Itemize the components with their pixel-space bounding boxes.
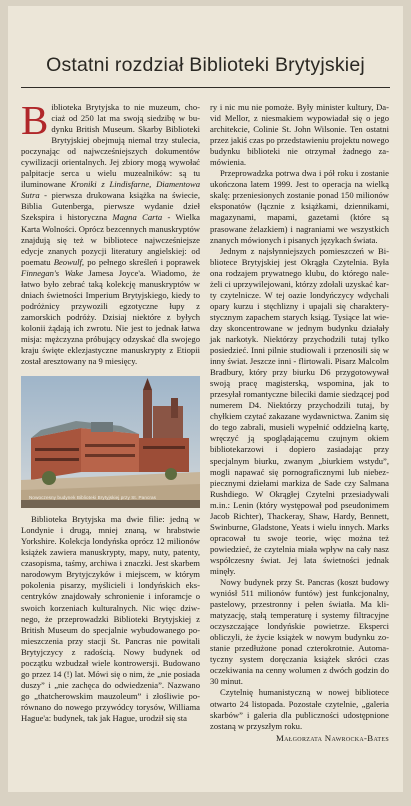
paragraph-move: Przeprowadzka potrwa dwa i pół roku i zostanie ukończona latem 1999. Jest to operacja na wielką skalę: przeniesionych zostanie ponad 150 milionów eksponatów (łącznie z książkami, dziennikami, magazynami, mapami, gazetami (które są prasowane żelazkiem) i nagraniami we wszystkich znanych mówionych i pisanych językach świata. xyxy=(210,168,389,245)
paragraph-opening: Czytelnię humanistyczną w nowej bibliotece otwarto 24 listopada. Pozostałe czytelnie, „galeria skarbów” i galeria dla publiczności udostępnione zostaną w przyszłym roku. xyxy=(210,687,389,731)
drop-cap: B xyxy=(21,97,49,143)
column-right xyxy=(210,102,389,744)
paragraph-intro: Biblioteka Brytyjska to nie muzeum, chociaż od 250 lat ma swoją siedzibę w budynku British Museum. Skarby Biblioteki Brytyjskiej obejmują niemal trzy stulecia, poczynając od najwcześniejszych dokumentów cywilizacji orientalnych. Jej zbiory mogą wywołać palpitacje serca u wielu muzealników: są tu iluminowane Kroniki z Lindisfarne, Diamentowa Sutra - pierwsza drukowana książka na świecie, Biblia Gutenberga, pierwsze wydanie dzieł Szekspira i historyczna Magna Carta - Wielka Karta Wolności. Oprócz bezcennych manuskryptów znajdują się też w bibliotece najwcześniejsze edycje znanych pozycji literatury angielskiej: od poematu Beowulf, po pełnego skreśleń i poprawek Finnegan's Wake Jamesa Joyce'a. Wiadomo, że łatwo było zebrać taką kolekcję manuskryptów w dniach świetności Imperium Brytyjskiego, kiedy to podróżnicy przywozili egzotyczne łupy z zamorskich podróży. Dzisiaj niektóre z byłych kolonii żądają ich zwrotu. Nie jest to jednak łatwa misja: mężczyzna próbujący odzyskać dla swojego kraju święte eklezjastyczne manuskrypty z Etiopii został aresztowany na 9 miesięcy. xyxy=(21,97,201,367)
paragraph-reading-room: Jednym z najsłynniejszych pomieszczeń w Bibliotece Brytyjskiej jest Okrągła Czytelnia. Była ona rodzajem prywatnego klubu, do którego należeli ci uprzywilejowani, którzy zdołali uzyskać karty czytelnicze. W tej oazie londyńczycy wdychali opary kurzu i stęchlizny i upajali się charakterystycznym zapachem starych ksiąg. Tysiące lat wiedzy skoncentrowane w jednym budynku działały jak narkotyk. Niektórzy przychodzili tutaj tylko posiedzieć. Inni pilnie studiowali i przenosili się w inny świat. Jeszcze inni - flirtowali. Pisarz Malcolm Bradbury, który przy biurku D6 przygotowywał swoją pracę magisterską, wspomina, jak to przesyłał romantyczne bileciki damie siedzącej pod numerem D4. Niektórzy przychodzili tutaj, by chyłkiem czytać zakazane wydawnictwa. Zanim się do tego zabrali, musieli wypełnić oddzielną kartę, wręczyć ją spoglądającemu czujnym okiem bibliotekarzowi i dopiero zasiadając przy specjalnym biurku, zwanym „biurkiem wstydu”, mogli napawać się pornograficznymi lub niebezpiecznymi dziełami markiza de Sade czy Salmana Rushdiego. W Okrągłej Czytelni przesiadywali m.in.: Lenin (który występował pod pseudonimem Jacob Richter), Thackeray, Shaw, Hardy, Bennett, Swinburne, Gladstone, Yeats i wielu innych. Marks opracował tu swoje teorie, więc można też powiedzieć, że czytelnia miała wpływ na cały nasz współczesny świat. Jej lata świetności jednak minęły. xyxy=(210,245,389,576)
paragraph-branches: Biblioteka Brytyjska ma dwie filie: jedną w Londynie i drugą, mniej znaną, w hrabstwie Yorkshire. Kolekcja londyńska oprócz 12 milionów książek zawiera manuskrypty, mapy, nuty, patenty, czasopisma, taśmy, archiwa i znaczki. Jest skarbem narodowym Brytyjczyków i miejscem, w którym pokolenia pisarzy, myślicieli i londyńskich ekscentryków znajdowały schronienie i inforamcje o swoich korzeniach kulturalnych. Nic więc dziwnego, że przeprowadzki Biblioteki Brytyjskiej z British Museum do specjalnie wybudowanego pomieszczenia przy stacji St. Pancras nie powitali Brytyjczycy z radością. Nowy budynek od początku wzbudzał wiele kontrowersji. Budowano go przez 14 (!) lat. Mówi się o nim, że „nie posiada duszy” i „nie zachęca do odwiedzenia”. Nazwano go „thatcherowskim mauzoleum” i złośliwie porównano do nowego przywódcy torysów, Williama Hague'a: budynek, tak jak Hague, urodził się sta xyxy=(21,514,200,723)
title-rule xyxy=(21,87,390,88)
library-photo xyxy=(21,376,200,508)
paragraph-new-building: Nowy budynek przy St. Pancras (koszt budowy wyniósł 511 milionów funtów) jest funkcjonalny, pastelowy, przestronny i pełen światła. Ma klimatyzację, stałą temperaturę i systemy filtracyjne oczyszczające londyńskie powietrze. Eksperci obliczyli, że życie książek w nowym budynku zostanie przedłużone ponad czterokrotnie. Automatyczny system doręczania książek skróci czas oczekiwania na cenny wolumen z dwóch godzin do 30 minut. xyxy=(210,577,389,687)
magazine-page xyxy=(8,6,403,792)
article-author: Małgorzata Nawrocka-Bates xyxy=(275,732,389,743)
article-title: Ostatni rozdział Biblioteki Brytyjskiej xyxy=(46,54,365,76)
library-building-image xyxy=(21,376,200,508)
column-left xyxy=(21,97,201,744)
article-columns xyxy=(21,97,390,744)
photo-caption: Nowoczesny budynek Biblioteki Brytyjskiej przy St. Pancras xyxy=(29,495,157,501)
paragraph-continuation: ry i nic mu nie pomoże. Były minister kultury, David Mellor, z niesmakiem wypowiadał się o jego architekcie, Colinie St. John Wilsonie. Ten ostatni przez jakiś czas po przedstawieniu projektu nowego budynku biblioteki nie otrzymał żadnego zamówienia. xyxy=(210,102,389,168)
